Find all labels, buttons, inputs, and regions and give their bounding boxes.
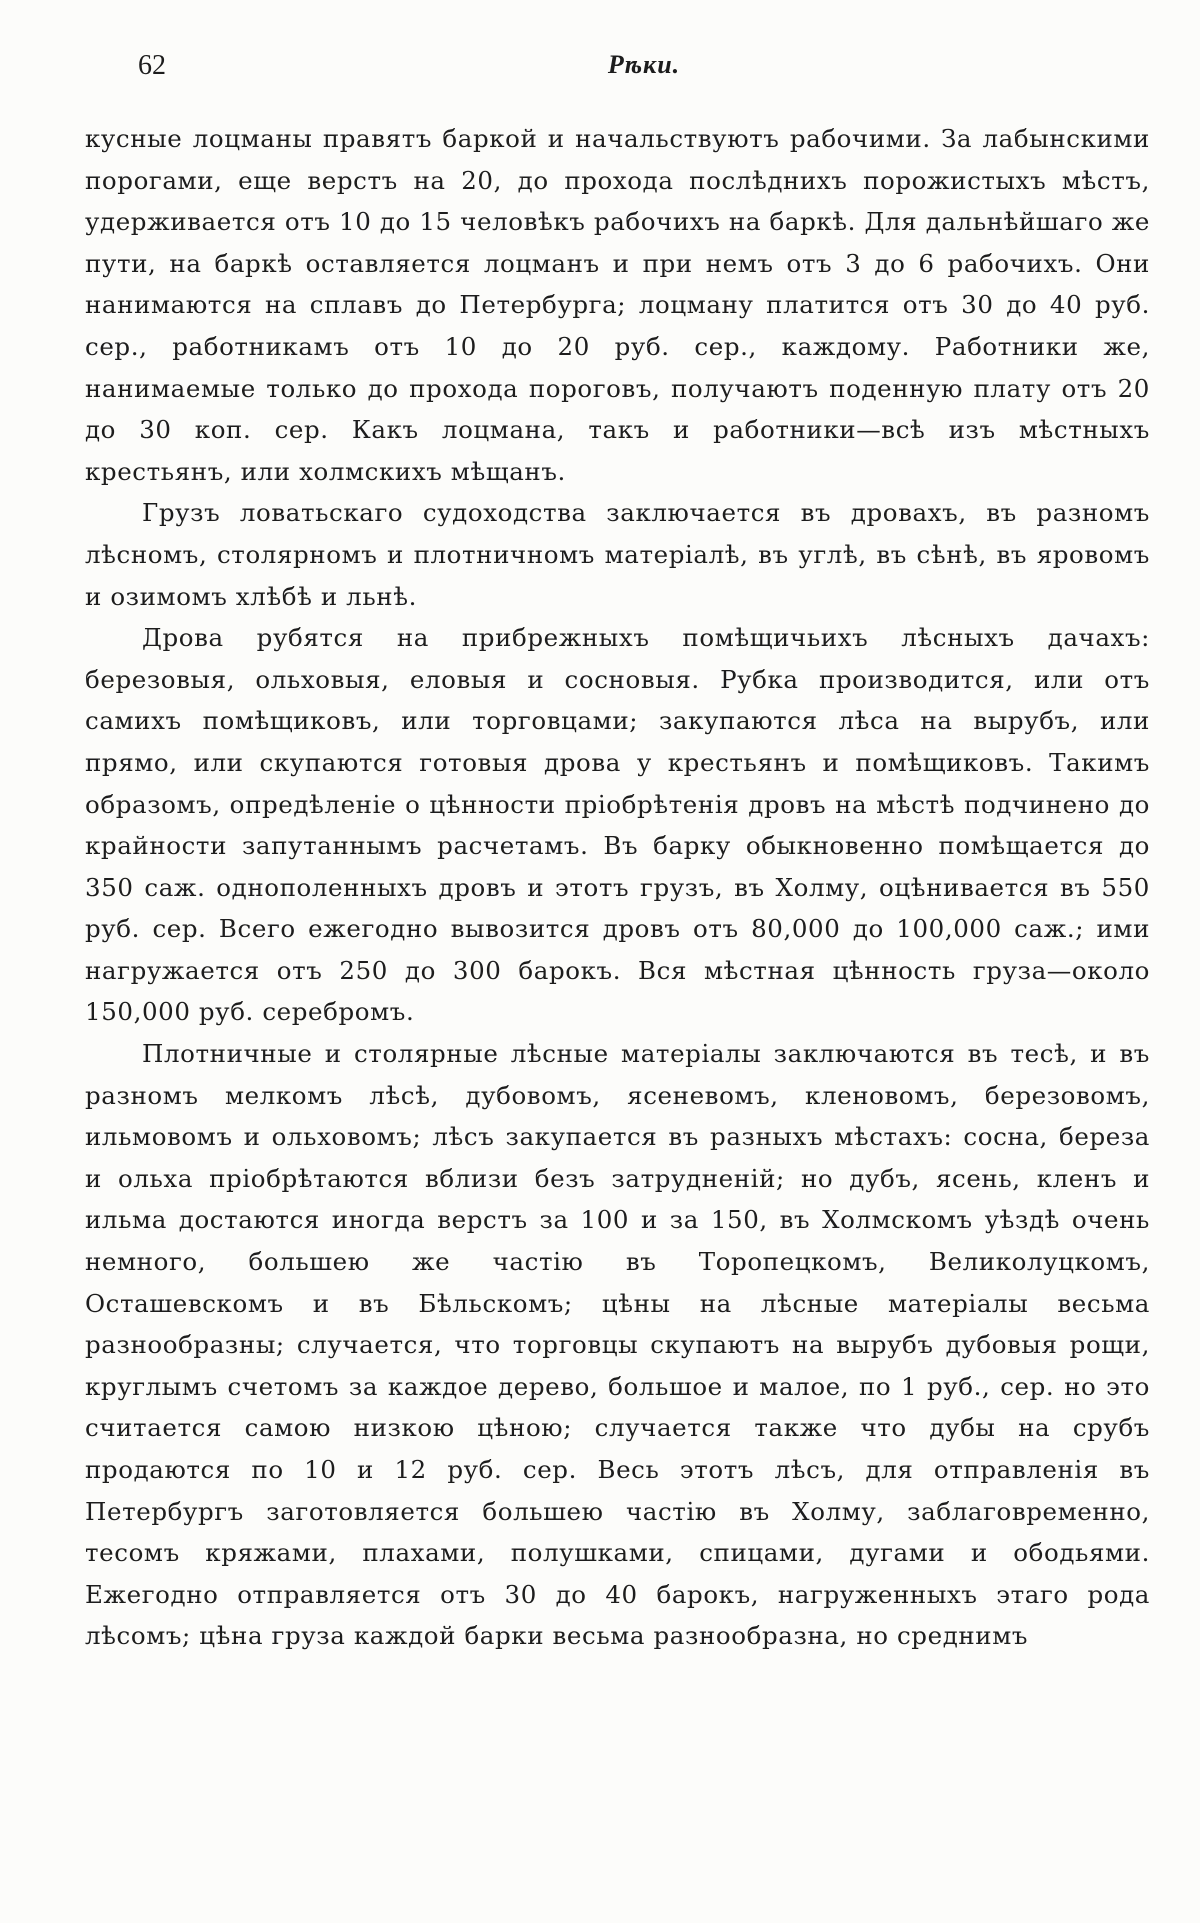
body-text bbox=[85, 118, 1150, 1657]
page-header bbox=[138, 50, 1150, 90]
paragraph: Плотничные и столярные лѣсные матеріалы заключаются въ тесѣ, и въ разномъ мелкомъ лѣсѣ, дубовомъ, ясеневомъ, кленовомъ, березовомъ, ильмовомъ и ольховомъ; лѣсъ закупается въ разныхъ мѣстахъ: сосна, береза и ольха пріобрѣтаются вблизи безъ затрудненій; но дубъ, ясень, кленъ и ильма достаются иногда верстъ за 100 и за 150, въ Холмскомъ уѣздѣ очень немного, большею же частію въ Торопецкомъ, Великолуцкомъ, Осташевскомъ и въ Бѣльскомъ; цѣны на лѣсные матеріалы весьма разнообразны; случается, что торговцы скупаютъ на вырубъ дубовыя рощи, круглымъ счетомъ за каждое дерево, большое и малое, по 1 руб., сер. но это считается самою низкою цѣною; случается также что дубы на срубъ продаются по 10 и 12 руб. сер. Весь этотъ лѣсъ, для отправленія въ Петербургъ заготовляется большею частію въ Холму, заблаговременно, тесомъ кряжами, плахами, полушками, спицами, дугами и ободьями. Ежегодно отправляется отъ 30 до 40 барокъ, нагруженныхъ этаго рода лѣсомъ; цѣна груза каждой барки весьма разнообразна, но среднимъ bbox=[85, 1039, 1150, 1651]
paragraph-continued: кусные лоцманы правятъ баркой и начальствуютъ рабочими. За лабынскими порогами, еще верстъ на 20, до прохода послѣднихъ порожистыхъ мѣстъ, удерживается отъ 10 до 15 человѣкъ рабочихъ на баркѣ. Для дальнѣйшаго же пути, на баркѣ оставляется лоцманъ и при немъ отъ 3 до 6 рабочихъ. Они нанимаются на сплавъ до Петербурга; лоцману платится отъ 30 до 40 руб. сер., работникамъ отъ 10 до 20 руб. сер., каждому. Работники же, нанимаемые только до прохода пороговъ, получаютъ поденную плату отъ 20 до 30 коп. сер. Какъ лоцмана, такъ и работники—всѣ изъ мѣстныхъ крестьянъ, или холмскихъ мѣщанъ. bbox=[85, 124, 1150, 486]
paragraph: Грузъ ловатьскаго судоходства заключается въ дровахъ, въ разномъ лѣсномъ, столярномъ и плотничномъ матеріалѣ, въ углѣ, въ сѣнѣ, въ яровомъ и озимомъ хлѣбѣ и льнѣ. bbox=[85, 498, 1150, 611]
paragraph: Дрова рубятся на прибрежныхъ помѣщичьихъ лѣсныхъ дачахъ: березовыя, ольховыя, еловыя и сосновыя. Рубка производится, или отъ самихъ помѣщиковъ, или торговцами; закупаются лѣса на вырубъ, или прямо, или скупаются готовыя дрова у крестьянъ и помѣщиковъ. Такимъ образомъ, опредѣленіе о цѣнности пріобрѣтенія дровъ на мѣстѣ подчинено до крайности запутаннымъ расчетамъ. Въ барку обыкновенно помѣщается до 350 саж. однополенныхъ дровъ и этотъ грузъ, въ Холму, оцѣнивается въ 550 руб. сер. Всего ежегодно вывозится дровъ отъ 80,000 до 100,000 саж.; ими нагружается отъ 250 до 300 барокъ. Вся мѣстная цѣнность груза—около 150,000 руб. серебромъ. bbox=[85, 623, 1150, 1027]
page-number: 62 bbox=[138, 50, 166, 81]
running-title: Рѣки. bbox=[607, 50, 681, 79]
